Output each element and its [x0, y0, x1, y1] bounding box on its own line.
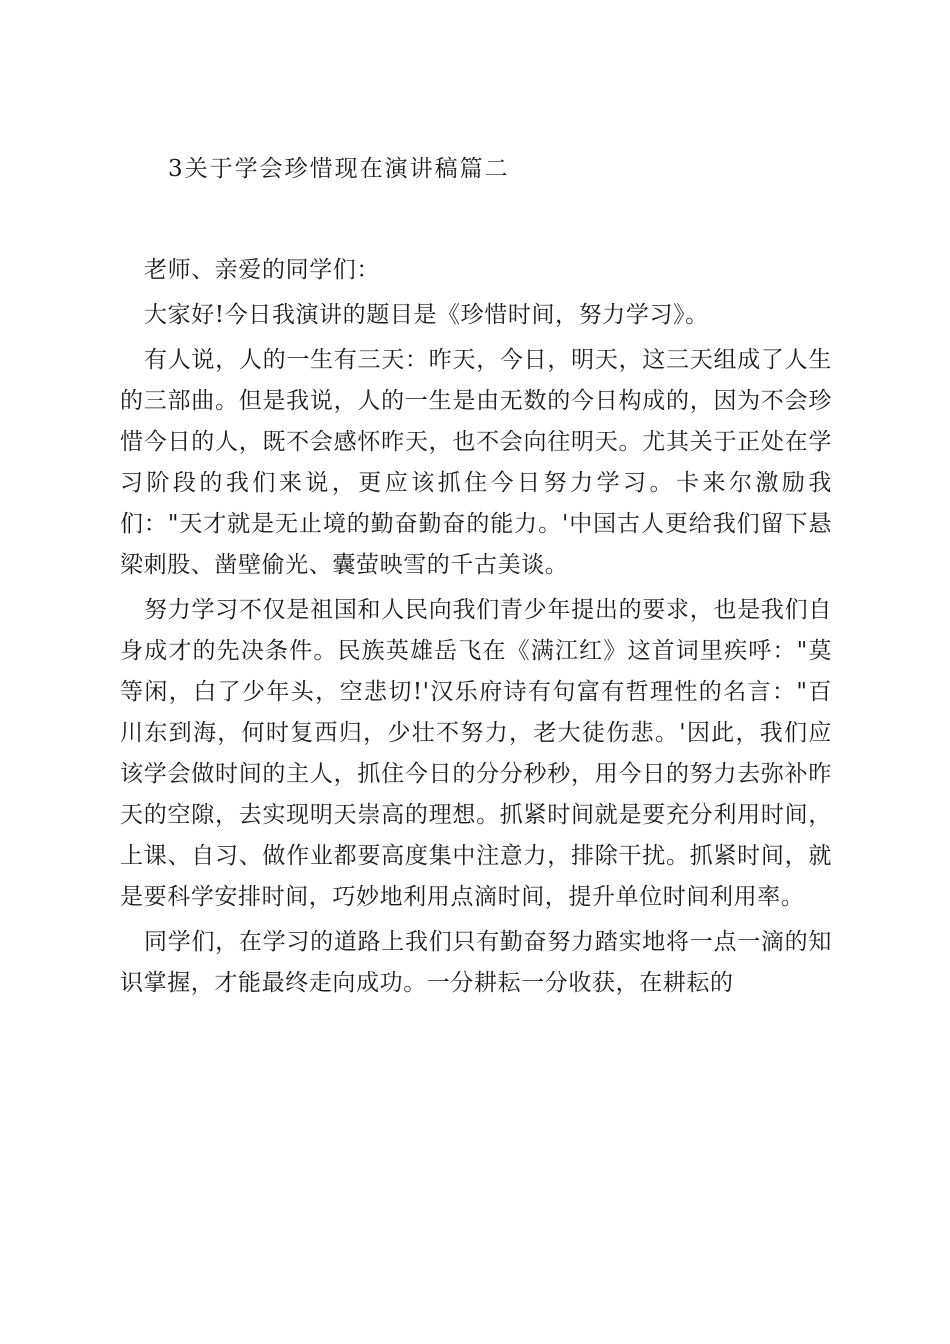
greeting-paragraph: 大家好!今日我演讲的题目是《珍惜时间，努力学习》。 [144, 302, 709, 328]
body-paragraph: 有人说，人的一生有三天：昨天，今日，明天，这三天组成了人生的三部曲。但是我说，人的一生是由无数的今日构成的，因为不会珍惜今日的人，既不会感怀昨天，也不会向往明天。尤其关于正处在学习阶段的我们来说，更应该抓住今日努力学习。卡来尔激励我们："天才就是无止境的勤奋勤奋的能力。'中国古人更给我们留下悬梁刺股、凿壁偷光、囊萤映雪的千古美谈。 [120, 347, 832, 578]
body-paragraph: 同学们，在学习的道路上我们只有勤奋努力踏实地将一点一滴的知识掌握，才能最终走向成功。一分耕耘一分收获，在耕耘的 [120, 929, 832, 996]
salutation: 老师、亲爱的同学们： [144, 257, 380, 283]
speech-body [120, 250, 832, 1008]
body-paragraph: 努力学习不仅是祖国和人民向我们青少年提出的要求，也是我们自身成才的先决条件。民族英雄岳飞在《满江红》这首词里疾呼："莫等闲，白了少年头，空悲切!'汉乐府诗有句富有哲理性的名言："百川东到海，何时复西归，少壮不努力，老大徒伤悲。'因此，我们应该学会做时间的主人，抓住今日的分分秒秒，用今日的努力去弥补昨天的空隙，去实现明天崇高的理想。抓紧时间就是要充分利用时间，上课、自习、做作业都要高度集中注意力，排除干扰。抓紧时间，就是要科学安排时间，巧妙地利用点滴时间，提升单位时间利用率。 [120, 597, 832, 910]
page-title: 3关于学会珍惜现在演讲稿篇二 [168, 156, 510, 182]
